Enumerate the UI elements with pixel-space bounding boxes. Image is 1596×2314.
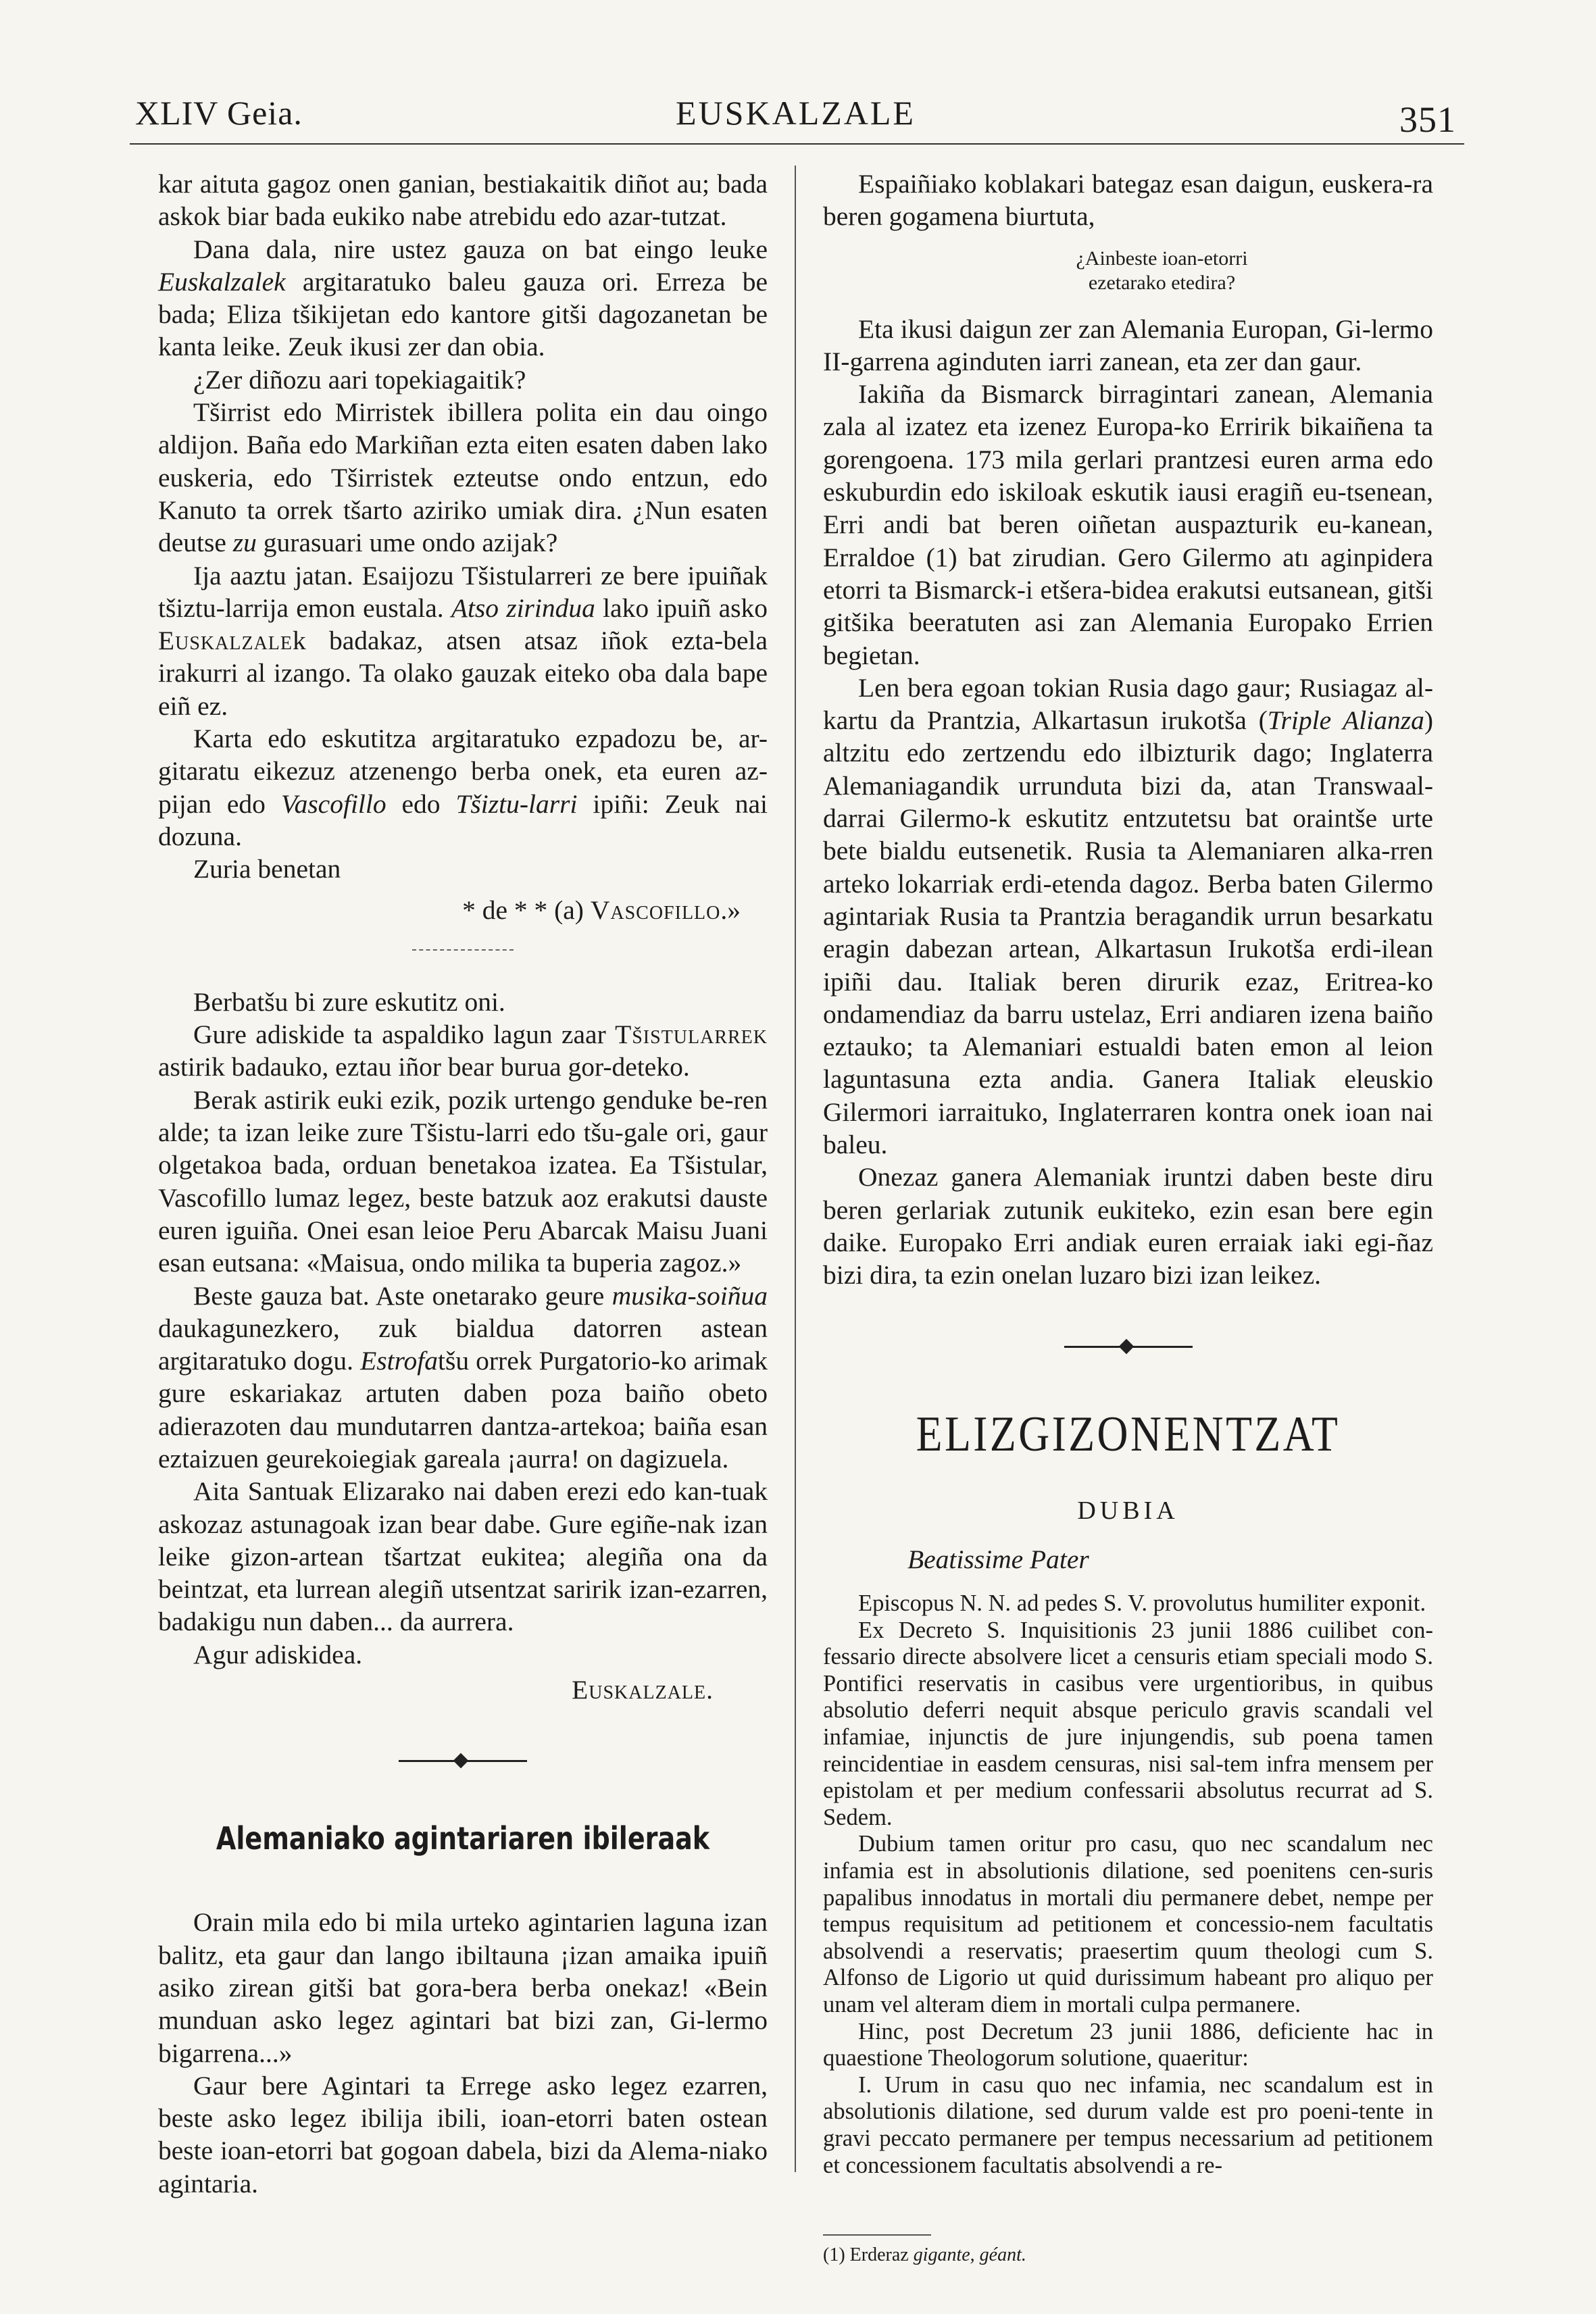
footnote: (1) Erderaz gigante, géant. [823, 2244, 1026, 2266]
paragraph: Gaur bere Agintari ta Erregе asko legez ezarren, beste asko legez ibilija ibili, ioan-etorri baten ostean beste ioan-etorri bat gogoan dabela, bizi da Alema-niako agintaria. [158, 2070, 768, 2198]
paragraph: Agur adiskidea. [193, 1639, 363, 1669]
verse-quote [891, 247, 1433, 295]
right-column [823, 168, 1433, 2267]
issue-label: XLIV Geia. [135, 94, 303, 132]
header-rule [130, 143, 1464, 145]
paragraph: Orain mila edo bi mila urteko agintarien laguna izan balitz, eta gaur dan lango ibiltauna ¡izan amaika ipuiñ asiko zirean gitši bat gora-bera berba onekaz! «Bein munduan asko legez agintari bat bizi zan, Gi-lermo bigarrena...» [158, 1907, 768, 2068]
paragraph: Iakiña da Bismarck birragintari zanean, Alemania zala al izatez eta izenez Europa-ko Erririk bikaiñena ta gorengoena. 173 mila gerlari prantzesi euren arma edo eskuburdin edo iskiloak eskutik iausi eragiñ eu-tsenean, Erri andi bat beren oiñetan auspazturik eu-kanean, Erraldoe (1) bat zirudian. Gero Gilermo atı aginpidera etorri ta Bismarck-i etšera-bidea erakutsi eutsanean, gitši gitšika beeratuten asi zan Alemania Europako Errien begietan. [823, 379, 1433, 670]
ornament-divider [1064, 1339, 1193, 1354]
paragraph: Len bera egoan tokian Rusia dago gaur; Rusiagaz al-kartu da Prantzia, Alkartasun irukotša (Triple Alianza) altzitu edo zertzendu edo ilbizturik dago; Inglaterra Alemaniagandik urrunduta bizi da, atan Transwaal-darrai Gilermo-k eskutitz entzutetsu bat oraintše urte bete bialdu eutsenetik. Rusia ta Alemaniaren alka-rren arteko lokarriak erdi-etenda dagoz. Berba baten Gilermo agintariak Rusia ta Prantzia beragandik urrun besarkatu eragin dabezan artean, Alkartasun Irukotša erdi-ilean ipiñi dau. Italiak beren dirurik ezaz, Eritrea-ko ondamendiaz da barru ustelaz, Erri andiaren izena baiño eztauko; ta Alemaniari estualdi baten emon al leion laguntasuna ezta andia. Ganera Italiak eleuskio Gilermori iarraituko, Inglaterraren kontra onek ioan nai baleu. [823, 672, 1433, 1160]
paragraph: Berbatšu bi zure eskutitz oni. [193, 986, 505, 1017]
paragraph: Beste gauza bat. Aste onetarako geure musika-soiñua daukagunezkero, zuk bialdua datorren astean argitaratuko dogu. Estrofatšu orrek Purgatorio-ko arimak gure eskariakaz artuten daben poza baiño obeto adierazoten dau mundutarren dantza-artekoa; baiña esan eztaizuen geurekoiegiak gareala ¡aurra! on dagizuela. [158, 1280, 768, 1474]
letter-signature: * de * * (a) Vascofillo.» [462, 895, 741, 925]
paragraph: Ija aaztu jatan. Esaijozu Tšistularreri ze bere ipuiñak tšiztu-larrija emon eustala. Atso zirindua lako ipuiñ asko Euskalzalek badakaz, atsen atsaz iñok ezta-bela irakurri al izango. Ta olako gauzak eiteko oba dala bape eiñ ez. [158, 560, 768, 721]
verse-line: ezetarako etedira? [1088, 271, 1236, 294]
paragraph: kar aituta gagoz onen ganian, bestiakaitik diñot au; bada askok biar bada eukiko nabe atrebidu edo azar-tutzat. [158, 169, 768, 232]
ornament-divider [399, 1753, 527, 1768]
paragraph: Aita Santuak Elizarako nai daben erezi edo kan-tuak askozaz astunagoak izan bear dabe. Gure egiñe-nak izan leike gizon-artean tšartzat eukitea; alegiña ona da beintzat, eta lurrean alegiñ utsentzat saririk izan-ezarren, badakigu nun daben... da aurrera. [158, 1476, 768, 1637]
left-column [158, 168, 768, 2200]
paragraph: I. Urum in casu quo nec infamia, nec scandalum est in absolutionis dilatione, sed durum valde est pro poeni-tente in gravi peccato permanere per tempus necessarium ad petitionem et concessionem facultatis absolvendi a re- [823, 2071, 1433, 2178]
paragraph: Dubium tamen oritur pro casu, quo nec scandalum nec infamia est in absolutionis dilatione, sed poenitens cen-suris papalibus innodatus in mortali diu permanere debet, nempe per tempus requisitum ad petitionem et concessio-nem facultatis absolvendi a reservatis; praesertim quum theologi cum S. Alfonso de Ligorio ut quid durissimum habeant pro aliquo per unam vel alteram diem in mortali culpa permanere. [823, 1831, 1433, 2017]
paragraph: Dana dala, nire ustez gauza on bat eingo leuke Euskalzalek argitaratuko baleu gauza ori. Erreza be bada; Eliza tšikijetan edo kantore gitši dagozanetan be kanta leike. Zeuk ikusi zer dan obia. [158, 234, 768, 362]
paragraph: Hinc, post Decretum 23 junii 1886, deficiente hac in quaestione Theologorum solutione, quaeritur: [823, 2018, 1433, 2071]
paragraph: Zuria benetan [193, 854, 341, 884]
salutation: Beatissime Pater [907, 1544, 1089, 1574]
section-subheading: DUBIA [1077, 1496, 1179, 1525]
paragraph: Onezaz ganera Alemaniak iruntzi daben beste diru beren gerlariak zutunik eukiteko, ezin esan bere egin daike. Europako Erri andiak euren erraiak iaki egi-ñaz bizi dira, ta ezin onelan luzaro bizi izan leikez. [823, 1162, 1433, 1290]
paragraph: Espaiñiako koblakari bategaz esan daigun, euskera-ra beren gogamena biurtuta, [823, 169, 1433, 232]
paragraph: Episcopus N. N. ad pedes S. V. provolutus humiliter exponit. [858, 1590, 1426, 1617]
paragraph: ¿Zer diñozu aari topekiagaitik? [193, 364, 526, 395]
paragraph: Eta ikusi daigun zer zan Alemania Europan, Gi-lermo II-garrena aginduten iarri zanean, eta zer dan gaur. [823, 313, 1433, 376]
running-head [135, 93, 1456, 141]
paragraph: Ex Decreto S. Inquisitionis 23 junii 1886 cuilibet con-fessario directe absolvere licet a censuris etiam speciali modo S. Pontifici reservatis in casibus vere urgentioribus, in quibus absolutio deferri nequit absque periculo gravis scandali vel infamiae, injunctis de jure injungendis, sub poena tamen reincidentiae in easdem censuras, nisi sal-tem infra mensem per epistolam et per medium confessarii absolutus recurrat ad S. Sedem. [823, 1617, 1433, 1830]
paragraph: Karta edo eskutitza argitaratuko ezpadozu be, ar-gitaratu eikezuz atzenengo berba onek, eta euren az-pijan edo Vascofillo edo Tšiztu-larri ipiñi: Zeuk nai dozuna. [158, 724, 768, 851]
column-divider [795, 166, 796, 2172]
verse-line: ¿Ainbeste ioan-etorri [1076, 247, 1248, 270]
section-heading: ELIZGIZONENTZAT [916, 1406, 1341, 1462]
article-heading: Alemaniako agintariaren ibileraak [216, 1820, 710, 1857]
paragraph: Gure adiskide ta aspaldiko lagun zaar Tšistularrek astirik badauko, eztau iñor bear burua gor-deteko. [158, 1020, 768, 1082]
page-number: 351 [1399, 99, 1456, 140]
paragraph: Tširrist edo Mirristek ibillera polita ein dau oingo aldijon. Baña edo Markiñan ezta eiten esaten daben lako euskeria, edo Tširristek ezteutse ondo entzun, edo Kanuto ta orrek tšarto aziriko umiak dira. ¿Nun esaten deutse zu gurasuari ume ondo azijak? [158, 397, 768, 558]
latin-text [823, 1590, 1433, 2179]
footnote-rule [823, 2234, 931, 2236]
paragraph: Berak astirik euki ezik, pozik urtengo genduke be-ren alde; ta izan leike zure Tšistu-larri edo tšu-gale ori, gaur olgetakoa bada, orduan benetakoa izatea. Ea Tšistular, Vascofillo lumaz legez, beste batzuk aoz erakutsi dauste euren iguiña. Onei esan leioe Peru Abarcak Maisu Juani esan eutsana: «Maisua, ondo milika ta buperia zagoz.» [158, 1084, 768, 1278]
article-signoff: Euskalzale. [572, 1675, 714, 1705]
section-divider [412, 949, 514, 951]
publication-title: EUSKALZALE [676, 94, 916, 132]
